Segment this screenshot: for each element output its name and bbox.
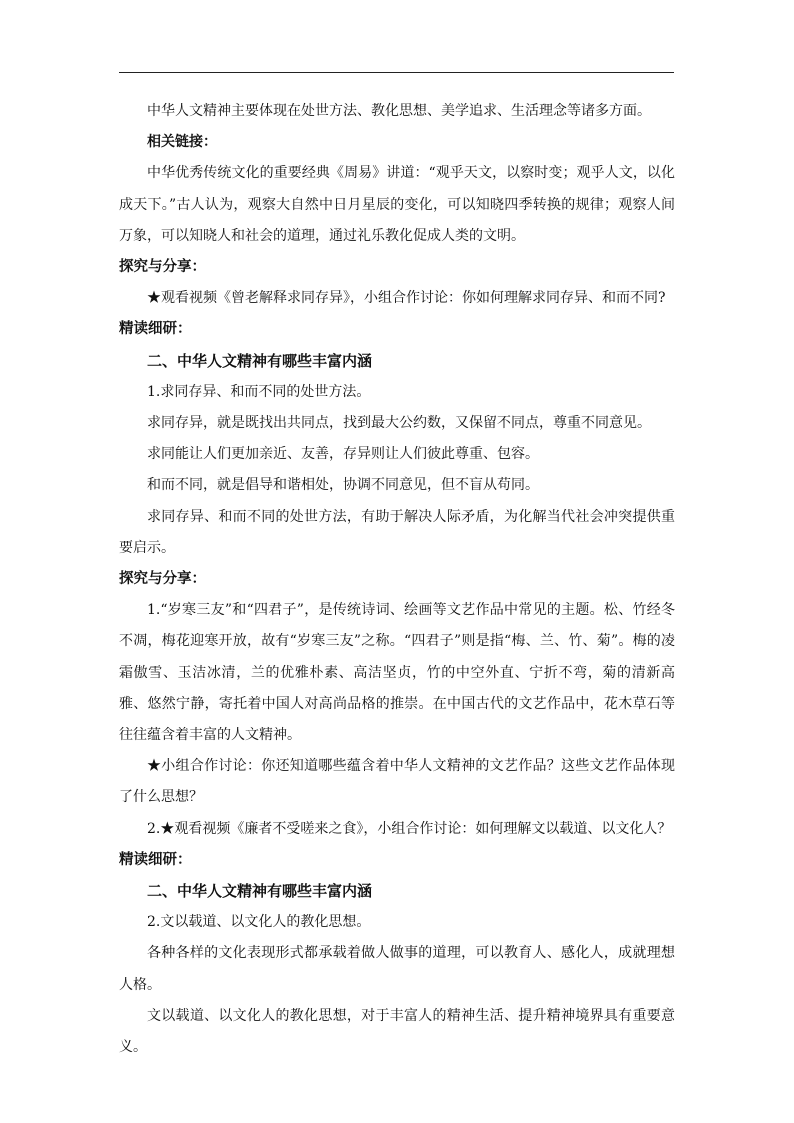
paragraph-culture-forms: 各种各样的文化表现形式都承载着做人做事的道理，可以教育人、感化人，成就理想人格。 [119, 945, 675, 993]
heading-explore-share-2: 探究与分享： [119, 571, 206, 588]
paragraph-point-2: 2.文以载道、以文化人的教化思想。 [147, 914, 371, 931]
paragraph-three-friends: 1.“岁寒三友”和“四君子”，是传统诗词、绘画等文艺作品中常见的主题。松、竹经冬不凋，梅花迎寒开放，故有“岁寒三友”之称。“四君子”则是指“梅、兰、竹、菊”。梅的凌霜傲雪、玉洁冰清，兰的优雅朴素、高洁坚贞，竹的中空外直、宁折不弯，菊的清新高雅、悠然宁静，寄托着中国人对高尚品格的推崇。在中国古代的文艺作品中，花木草石等往往蕴含着丰富的人文精神。 [119, 602, 675, 744]
paragraph-common-ground: 求同能让人们更加亲近、友善，存异则让人们彼此尊重、包容。 [147, 446, 539, 463]
header-rule [119, 72, 674, 73]
paragraph-conflict: 求同存异、和而不同的处世方法，有助于解决人际矛盾，为化解当代社会冲突提供重要启示。 [119, 508, 675, 556]
heading-close-reading-2: 精读细研： [119, 851, 192, 868]
paragraph-video-task-2: 2.★观看视频《廉者不受嗟来之食》，小组合作讨论：如何理解文以载道、以文化人？ [147, 820, 672, 837]
paragraph-education-thought: 文以载道、以文化人的教化思想，对于丰富人的精神生活、提升精神境界具有重要意义。 [119, 1007, 675, 1056]
paragraph-zhouyi: 中华优秀传统文化的重要经典《周易》讲道：“观乎天文，以察时变；观乎人文，以化成天下。”古人认为，观察大自然中日月星辰的变化，可以知晓四季转换的规律；观察人间万象，可以知晓人和社会的道理，通过礼乐教化促成人类的文明。 [119, 165, 675, 244]
paragraph-group-discussion: ★小组合作讨论：你还知道哪些蕴含着中华人文精神的文艺作品？这些文艺作品体现了什么思想？ [119, 758, 675, 806]
paragraph-seek-common: 求同存异，就是既找出共同点，找到最大公约数，又保留不同点，尊重不同意见。 [147, 415, 651, 432]
heading-explore-share: 探究与分享： [119, 259, 206, 276]
heading-related-links: 相关链接： [147, 134, 217, 151]
paragraph-intro: 中华人文精神主要体现在处世方法、教化思想、美学追求、生活理念等诸多方面。 [147, 103, 651, 119]
subheading-connotations: 二、中华人文精神有哪些丰富内涵 [147, 351, 373, 370]
paragraph-harmony: 和而不同，就是倡导和谐相处，协调不同意见，但不盲从苟同。 [147, 477, 539, 494]
subheading-connotations-2: 二、中华人文精神有哪些丰富内涵 [147, 882, 373, 901]
document-body [119, 96, 675, 1063]
paragraph-video-task-1: ★观看视频《曾老解释求同存异》，小组合作讨论：你如何理解求同存异、和而不同? [147, 290, 666, 307]
paragraph-point-1: 1.求同存异、和而不同的处世方法。 [147, 383, 371, 400]
heading-close-reading: 精读细研： [119, 321, 192, 338]
